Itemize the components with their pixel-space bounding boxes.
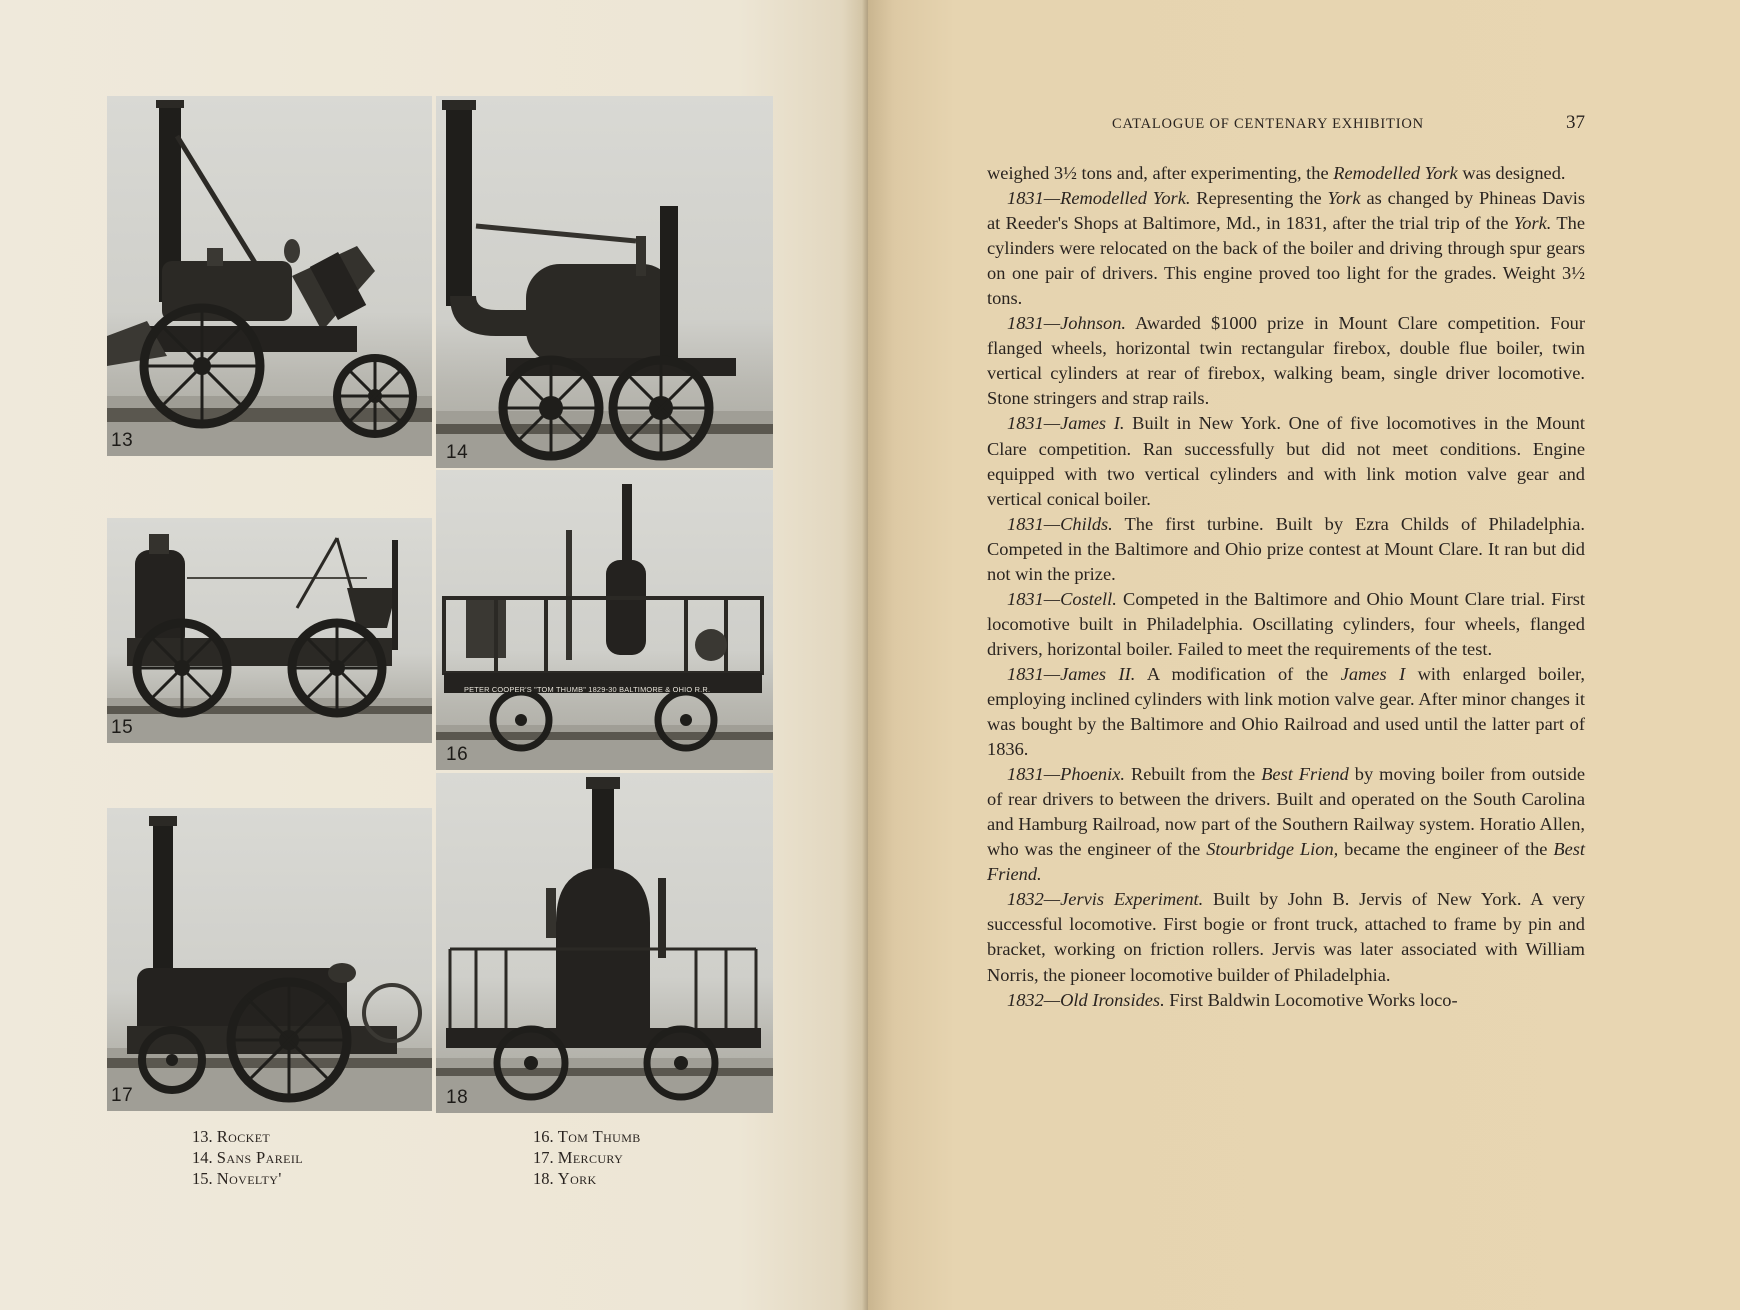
catalogue-paragraph bbox=[987, 762, 1585, 887]
caption-14: 14. Sans Pareil bbox=[192, 1148, 303, 1167]
italic-text: 1831—Childs. bbox=[1007, 513, 1113, 534]
italic-text: Best Friend. bbox=[987, 839, 1586, 885]
catalogue-body-text bbox=[987, 161, 1585, 1013]
catalogue-paragraph bbox=[987, 411, 1585, 511]
paragraph-text: Rebuilt from the bbox=[1125, 764, 1262, 785]
paragraph-text: Built in New York. One of five locomotives in the Mount Clare competition. Ran successfully but did not meet conditions. Engine equipped with two vertical cylinders and with link motion valve gear and vertical conical boiler. bbox=[987, 413, 1585, 509]
plate-number: 18 bbox=[446, 1087, 469, 1108]
catalogue-paragraph bbox=[987, 988, 1585, 1013]
italic-text: 1832—Old Ironsides. bbox=[1007, 989, 1165, 1010]
paragraph-text: The first turbine. Built by Ezra Childs of Philadelphia. Competed in the Baltimore and Ohio prize contest at Mount Clare. It ran but did not win the prize. bbox=[987, 513, 1585, 584]
italic-text: 1831—James I. bbox=[1007, 413, 1125, 434]
paragraph-text: Built by John B. Jervis of New York. A very successful locomotive. First bogie or front truck, attached to frame by pin and bracket, working on friction rollers. Jervis was later associated with William Norris, the pioneer locomotive builder of Philadelphia. bbox=[987, 889, 1585, 985]
mercury-locomotive-image bbox=[107, 808, 432, 1111]
caption-18: 18. York bbox=[533, 1169, 597, 1188]
paragraph-text: The cylinders were relocated on the back of the boiler and driving through spur gears on one pair of drivers. This engine proved too light for the grades. Weight 3½ tons. bbox=[987, 213, 1585, 309]
catalogue-paragraph bbox=[987, 887, 1585, 987]
catalogue-paragraph bbox=[987, 662, 1585, 762]
left-page bbox=[0, 0, 868, 1310]
tom-thumb-locomotive-image bbox=[436, 470, 773, 770]
italic-text: Best Friend bbox=[1261, 764, 1349, 785]
york-locomotive-image bbox=[436, 773, 773, 1113]
italic-text: York. bbox=[1513, 213, 1552, 234]
caption-15: 15. Novelty' bbox=[192, 1169, 282, 1188]
paragraph-text: was designed. bbox=[1457, 163, 1566, 183]
italic-text: 1831—Johnson. bbox=[1007, 313, 1127, 334]
paragraph-text: as changed by Phineas Davis at Reeder's Shops at Baltimore, Md., in 1831, after the trial trip of the bbox=[987, 188, 1585, 234]
paragraph-text: by moving boiler from outside of rear drivers to between the drivers. Built and operated on the South Carolina and Hamburg Railroad, now part of the Southern Railway system. Horatio Allen, who was the engineer of the bbox=[987, 764, 1585, 860]
paragraph-text: weighed 3½ tons and, after experimenting, the bbox=[987, 163, 1334, 183]
tom-thumb-sign-text: PETER COOPER'S "TOM THUMB" 1829-30 BALTIMORE & OHIO R.R. bbox=[464, 685, 711, 694]
caption-17: 17. Mercury bbox=[533, 1148, 624, 1167]
catalogue-paragraph bbox=[987, 161, 1585, 186]
italic-text: 1831—Phoenix. bbox=[1007, 764, 1125, 785]
italic-text: Remodelled York bbox=[1333, 163, 1458, 183]
plate-18-york bbox=[436, 773, 773, 1113]
italic-text: James I bbox=[1340, 663, 1406, 684]
plate-14-sans-pareil bbox=[436, 96, 773, 468]
italic-text: 1831—Costell. bbox=[1007, 588, 1117, 609]
paragraph-text: Awarded $1000 prize in Mount Clare competition. Four flanged wheels, horizontal twin rectangular firebox, double flue boiler, twin vertical cylinders at rear of firebox, walking beam, single driver locomotive. Stone stringers and strap rails. bbox=[987, 313, 1585, 409]
plate-number: 17 bbox=[111, 1085, 134, 1106]
page-number: 37 bbox=[1566, 112, 1585, 133]
caption-16: 16. Tom Thumb bbox=[533, 1127, 641, 1146]
plate-number: 14 bbox=[446, 442, 469, 463]
italic-text: York bbox=[1327, 188, 1361, 209]
italic-text: 1832—Jervis Experiment. bbox=[1007, 889, 1204, 910]
italic-text: 1831—Remodelled York. bbox=[1007, 188, 1191, 209]
plate-number: 15 bbox=[111, 717, 134, 738]
novelty-locomotive-image bbox=[107, 518, 432, 743]
rocket-locomotive-image bbox=[107, 96, 432, 456]
plate-16-tom-thumb bbox=[436, 470, 773, 770]
catalogue-paragraph bbox=[987, 512, 1585, 587]
plate-number: 13 bbox=[111, 430, 134, 451]
captions-column-right bbox=[533, 1126, 641, 1189]
catalogue-paragraph bbox=[987, 587, 1585, 662]
plate-17-mercury bbox=[107, 808, 432, 1111]
catalogue-paragraph bbox=[987, 186, 1585, 311]
paragraph-text: First Baldwin Locomotive Works loco- bbox=[1164, 989, 1458, 1010]
running-head: CATALOGUE OF CENTENARY EXHIBITION bbox=[1112, 116, 1424, 132]
paragraph-text: A modification of the bbox=[1135, 663, 1341, 684]
plate-15-novelty bbox=[107, 518, 432, 743]
catalogue-paragraph bbox=[987, 311, 1585, 411]
italic-text: 1831—James II. bbox=[1007, 663, 1136, 684]
italic-text: Stourbridge Lion, bbox=[1206, 839, 1339, 860]
sans-pareil-locomotive-image bbox=[436, 96, 773, 468]
paragraph-text: Representing the bbox=[1190, 188, 1328, 209]
caption-13: 13. Rocket bbox=[192, 1127, 271, 1146]
plate-13-rocket bbox=[107, 96, 432, 456]
paragraph-text: with enlarged boiler, employing inclined cylinders with link motion valve gear. After minor changes it was bought by the Baltimore and Ohio Railroad and used until the latter part of 1836. bbox=[987, 663, 1585, 760]
paragraph-text: Competed in the Baltimore and Ohio Mount Clare trial. First locomotive built in Philadelphia. Oscillating cylinders, four wheels, flanged drivers, horizontal boiler. Failed to meet the requirements of the test. bbox=[987, 588, 1585, 659]
captions-column-left bbox=[192, 1126, 303, 1189]
plate-number: 16 bbox=[446, 744, 469, 765]
paragraph-text: became the engineer of the bbox=[1338, 839, 1554, 860]
